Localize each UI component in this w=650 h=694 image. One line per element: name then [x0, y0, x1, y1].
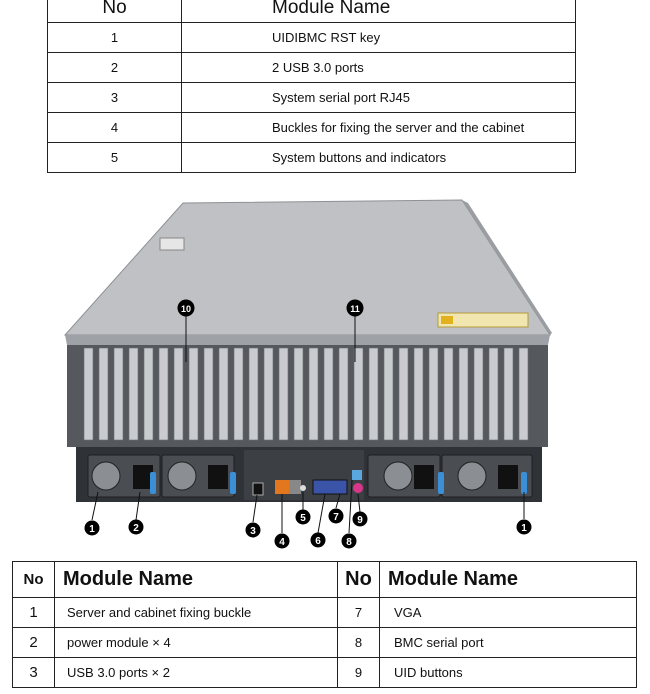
top-header-name: Module Name: [182, 0, 576, 23]
top-row-name: 2 USB 3.0 ports: [182, 53, 576, 83]
bottom-row-name-1: Server and cabinet fixing buckle: [55, 598, 338, 628]
svg-text:3: 3: [250, 526, 256, 537]
svg-text:2: 2: [133, 523, 139, 534]
callout-badge-10: [178, 300, 195, 317]
top-row-name: System serial port RJ45: [182, 83, 576, 113]
bottom-row-no-1: 2: [13, 628, 55, 658]
top-row-no: 3: [48, 83, 182, 113]
svg-text:6: 6: [315, 536, 321, 547]
svg-text:7: 7: [333, 512, 339, 523]
top-table-header: [48, 0, 576, 23]
table-row: [48, 83, 576, 113]
bottom-row-name-2: BMC serial port: [380, 628, 637, 658]
bmc-serial-port: [352, 470, 362, 480]
bottom-row-name-1: USB 3.0 ports × 2: [55, 658, 338, 688]
top-row-no: 5: [48, 143, 182, 173]
table-row: [13, 628, 637, 658]
svg-text:11: 11: [350, 304, 360, 314]
svg-text:9: 9: [357, 515, 363, 526]
bottom-header-no-2: No: [338, 562, 380, 598]
table-row: [48, 113, 576, 143]
bottom-header-name-2: Module Name: [380, 562, 637, 598]
callout-badge-3: [246, 523, 261, 538]
callout-badge-1-right: [517, 520, 532, 535]
usb-port: [253, 483, 263, 495]
callout-badge-7: [329, 509, 344, 524]
bottom-row-no-2: 8: [338, 628, 380, 658]
bottom-row-name-2: VGA: [380, 598, 637, 628]
top-row-no: 2: [48, 53, 182, 83]
svg-text:5: 5: [300, 513, 306, 524]
top-row-no: 4: [48, 113, 182, 143]
svg-text:1: 1: [521, 523, 527, 534]
callout-badge-2: [129, 520, 144, 535]
bottom-row-no-1: 1: [13, 598, 55, 628]
bottom-module-table: [12, 561, 637, 688]
table-row: [13, 598, 637, 628]
top-header-no: No: [48, 0, 182, 23]
callout-badge-6: [311, 533, 326, 548]
top-row-name: Buckles for fixing the server and the cabinet: [182, 113, 576, 143]
server-rear-illustration: [0, 195, 650, 550]
bottom-table-header: [13, 562, 637, 598]
callout-badge-8: [342, 534, 357, 549]
bottom-row-no-1: 3: [13, 658, 55, 688]
bottom-header-no-1: No: [13, 562, 55, 598]
callout-badge-11: [347, 300, 364, 317]
bottom-row-no-2: 9: [338, 658, 380, 688]
callout-badge-4: [275, 534, 290, 549]
vga-port: [313, 480, 347, 494]
svg-text:1: 1: [89, 524, 95, 535]
serial-indicator: [300, 485, 306, 491]
callout-badge-1: [85, 521, 100, 536]
bottom-row-no-2: 7: [338, 598, 380, 628]
callout-badge-5: [296, 510, 311, 525]
callout-badge-9: [353, 512, 368, 527]
svg-text:10: 10: [180, 304, 192, 314]
bottom-header-name-1: Module Name: [55, 562, 338, 598]
svg-text:8: 8: [346, 537, 352, 548]
uid-button: [353, 483, 363, 493]
table-row: [13, 658, 637, 688]
top-module-table: [47, 0, 576, 173]
top-row-no: 1: [48, 23, 182, 53]
top-row-name: UIDIBMC RST key: [182, 23, 576, 53]
svg-text:4: 4: [279, 537, 285, 548]
lid-label: [160, 238, 184, 250]
table-row: [48, 23, 576, 53]
bottom-row-name-2: UID buttons: [380, 658, 637, 688]
table-row: [48, 143, 576, 173]
bottom-row-name-1: power module × 4: [55, 628, 338, 658]
rj45-port: [275, 480, 289, 494]
table-row: [48, 53, 576, 83]
top-row-name: System buttons and indicators: [182, 143, 576, 173]
